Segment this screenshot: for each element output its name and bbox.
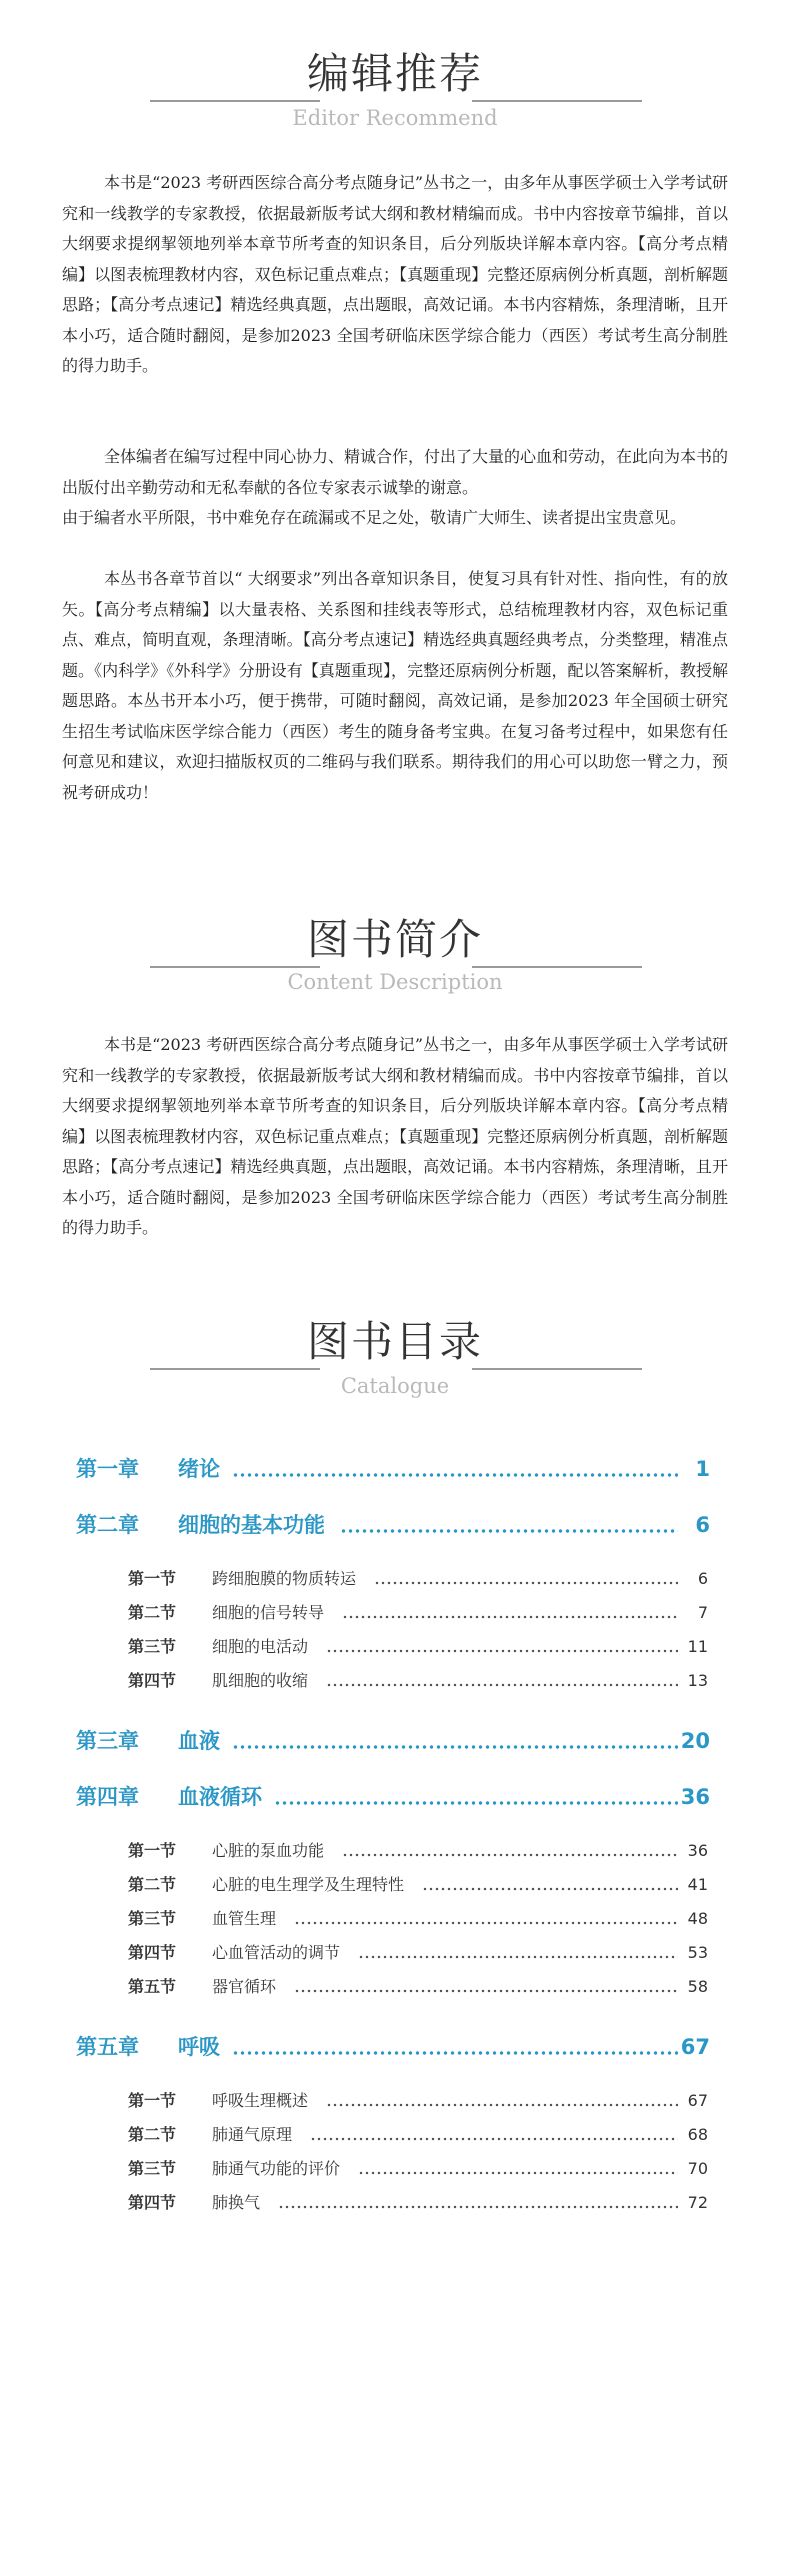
editor-paragraph-4: 本丛书各章节首以“ 大纲要求”列出各章知识条目，使复习具有针对性、指向性，有的放矢。【高分考点精编】以大量表格、关系图和挂线表等形式，总结梳理教材内容，双色标记重点、难点，简明直观，条理清晰。【高分考点速记】精选经典真题经典考点，分类整理，精准点题。《内科学》《外科学》分册设有【真题重现】，完整还原病例分析题，配以答案解析，教授解题思路。本丛书开本小巧，便于携带，可随时翻阅，高效记诵，是参加2023 年全国硕士研究生招生考试临床医学综合能力（西医）考生的随身备考宝典。在复习备考过程中，如果您有任何意见和建议，欢迎扫描版权页的二维码与我们联系。期待我们的用心可以助您一臂之力，预祝考研成功！	[62, 569, 728, 802]
dot-leader	[340, 1529, 678, 1533]
section-name: 心脏的电生理学及生理特性	[212, 1875, 405, 1894]
section-number: 第三节	[128, 1909, 177, 1928]
divider-right	[472, 1368, 642, 1370]
dot-leader	[232, 2051, 678, 2055]
divider-right	[472, 966, 642, 968]
chapter-number: 第二章	[76, 1513, 139, 1537]
dot-leader	[274, 1801, 678, 1805]
section-name: 细胞的电活动	[212, 1637, 309, 1656]
catalogue-section-title: 图书目录	[306, 1317, 483, 1366]
toc-section-row[interactable]	[0, 1872, 790, 1898]
section-number: 第四节	[128, 1671, 177, 1690]
catalogue-section-subtitle: Catalogue	[340, 1374, 450, 1398]
toc-section-row[interactable]	[0, 1974, 790, 2000]
section-name: 细胞的信号转导	[212, 1603, 325, 1622]
section-name: 肌细胞的收缩	[212, 1671, 309, 1690]
chapter-name: 血液循环	[178, 1785, 262, 1809]
intro-section-subtitle: Content Description	[287, 970, 503, 994]
chapter-number: 第一章	[76, 1457, 139, 1481]
section-name: 肺通气功能的评价	[212, 2159, 341, 2178]
dot-leader	[294, 1989, 678, 1993]
toc-section-row[interactable]	[0, 2156, 790, 2182]
toc-section-row[interactable]	[0, 2190, 790, 2216]
section-name: 肺换气	[212, 2193, 261, 2212]
intro-paragraph: 本书是“2023 考研西医综合高分考点随身记”丛书之一，由多年从事医学硕士入学考试研究和一线教学的专家教授，依据最新版考试大纲和教材精编而成。书中内容按章节编排，首以大纲要求提纲挈领地列举本章节所考查的知识条目，后分列版块详解本章内容。【高分考点精编】以图表梳理教材内容，双色标记重点难点；【真题重现】完整还原病例分析真题，剖析解题思路；【高分考点速记】精选经典真题，点出题眼，高效记诵。本书内容精炼，条理清晰，且开本小巧，适合随时翻阅，是参加2023 全国考研临床医学综合能力（西医）考试考生高分制胜的得力助手。	[62, 1035, 728, 1237]
section-name: 心脏的泵血功能	[212, 1841, 325, 1860]
section-number: 第一节	[128, 1841, 177, 1860]
chapter-page: 20	[680, 1729, 710, 1753]
section-name: 呼吸生理概述	[212, 2091, 309, 2110]
dot-leader	[326, 1683, 678, 1687]
section-name: 跨细胞膜的物质转运	[212, 1569, 357, 1588]
toc-section-row[interactable]	[0, 1940, 790, 1966]
toc-section-row[interactable]	[0, 1634, 790, 1660]
section-number: 第二节	[128, 1875, 177, 1894]
section-page: 11	[687, 1637, 708, 1656]
toc-chapter-row[interactable]	[0, 1782, 790, 1812]
editor-paragraph-1: 本书是“2023 考研西医综合高分考点随身记”丛书之一，由多年从事医学硕士入学考试研究和一线教学的专家教授，依据最新版考试大纲和教材精编而成。书中内容按章节编排，首以大纲要求提纲挈领地列举本章节所考查的知识条目，后分列版块详解本章内容。【高分考点精编】以图表梳理教材内容，双色标记重点难点；【真题重现】完整还原病例分析真题，剖析解题思路；【高分考点速记】精选经典真题，点出题眼，高效记诵。本书内容精炼，条理清晰，且开本小巧，适合随时翻阅，是参加2023 全国考研临床医学综合能力（西医）考试考生高分制胜的得力助手。	[62, 173, 728, 375]
divider-right	[472, 100, 642, 102]
chapter-page: 1	[695, 1457, 710, 1481]
section-number: 第四节	[128, 2193, 177, 2212]
dot-leader	[422, 1887, 678, 1891]
dot-leader	[342, 1615, 678, 1619]
chapter-page: 67	[680, 2035, 710, 2059]
editor-section-title: 编辑推荐	[306, 49, 483, 98]
toc-chapter-row[interactable]	[0, 2032, 790, 2062]
dot-leader	[232, 1745, 678, 1749]
dot-leader	[310, 2137, 678, 2141]
section-page: 7	[697, 1603, 708, 1622]
section-name: 肺通气原理	[212, 2125, 293, 2144]
toc-section-row[interactable]	[0, 1668, 790, 1694]
toc-section-row[interactable]	[0, 1906, 790, 1932]
section-number: 第二节	[128, 1603, 177, 1622]
chapter-number: 第三章	[76, 1729, 139, 1753]
chapter-name: 绪论	[178, 1457, 220, 1481]
dot-leader	[326, 2103, 678, 2107]
section-number: 第一节	[128, 1569, 177, 1588]
divider-left	[150, 1368, 320, 1370]
section-number: 第三节	[128, 1637, 177, 1656]
dot-leader	[358, 2171, 678, 2175]
toc-chapter-row[interactable]	[0, 1454, 790, 1484]
chapter-name: 细胞的基本功能	[178, 1513, 325, 1537]
section-number: 第三节	[128, 2159, 177, 2178]
section-page: 53	[687, 1943, 708, 1962]
section-number: 第五节	[128, 1977, 177, 1996]
chapter-number: 第四章	[76, 1785, 139, 1809]
chapter-page: 6	[695, 1513, 710, 1537]
dot-leader	[342, 1853, 678, 1857]
editor-paragraph-2: 全体编者在编写过程中同心协力、精诚合作，付出了大量的心血和劳动，在此向为本书的出版付出辛勤劳动和无私奉献的各位专家表示诚挚的谢意。	[62, 447, 729, 497]
chapter-name: 血液	[178, 1729, 220, 1753]
section-page: 70	[687, 2159, 708, 2178]
section-page: 67	[687, 2091, 708, 2110]
divider-left	[150, 966, 320, 968]
dot-leader	[358, 1955, 678, 1959]
section-name: 器官循环	[212, 1977, 277, 1996]
dot-leader	[294, 1921, 678, 1925]
section-page: 41	[687, 1875, 708, 1894]
section-page: 13	[687, 1671, 708, 1690]
toc-chapter-row[interactable]	[0, 1726, 790, 1756]
section-page: 48	[687, 1909, 708, 1928]
editor-section-subtitle: Editor Recommend	[292, 106, 498, 130]
chapter-name: 呼吸	[178, 2035, 220, 2059]
intro-section-title: 图书简介	[306, 915, 483, 964]
section-number: 第四节	[128, 1943, 177, 1962]
toc-section-row[interactable]	[0, 2122, 790, 2148]
dot-leader	[278, 2205, 678, 2209]
dot-leader	[232, 1473, 678, 1477]
toc-chapter-row[interactable]	[0, 1510, 790, 1540]
section-page: 58	[687, 1977, 708, 1996]
section-name: 血管生理	[212, 1909, 277, 1928]
dot-leader	[374, 1581, 678, 1585]
toc-section-row[interactable]	[0, 1838, 790, 1864]
dot-leader	[326, 1649, 678, 1653]
section-page: 68	[687, 2125, 708, 2144]
section-name: 心血管活动的调节	[212, 1943, 341, 1962]
section-number: 第一节	[128, 2091, 177, 2110]
editor-paragraph-3: 由于编者水平所限，书中难免存在疏漏或不足之处，敬请广大师生、读者提出宝贵意见。	[62, 508, 687, 527]
section-page: 36	[687, 1841, 708, 1860]
section-page: 72	[687, 2193, 708, 2212]
chapter-page: 36	[680, 1785, 710, 1809]
toc-section-row[interactable]	[0, 2088, 790, 2114]
chapter-number: 第五章	[76, 2035, 139, 2059]
toc-section-row[interactable]	[0, 1600, 790, 1626]
toc-section-row[interactable]	[0, 1566, 790, 1592]
divider-left	[150, 100, 320, 102]
section-number: 第二节	[128, 2125, 177, 2144]
section-page: 6	[697, 1569, 708, 1588]
